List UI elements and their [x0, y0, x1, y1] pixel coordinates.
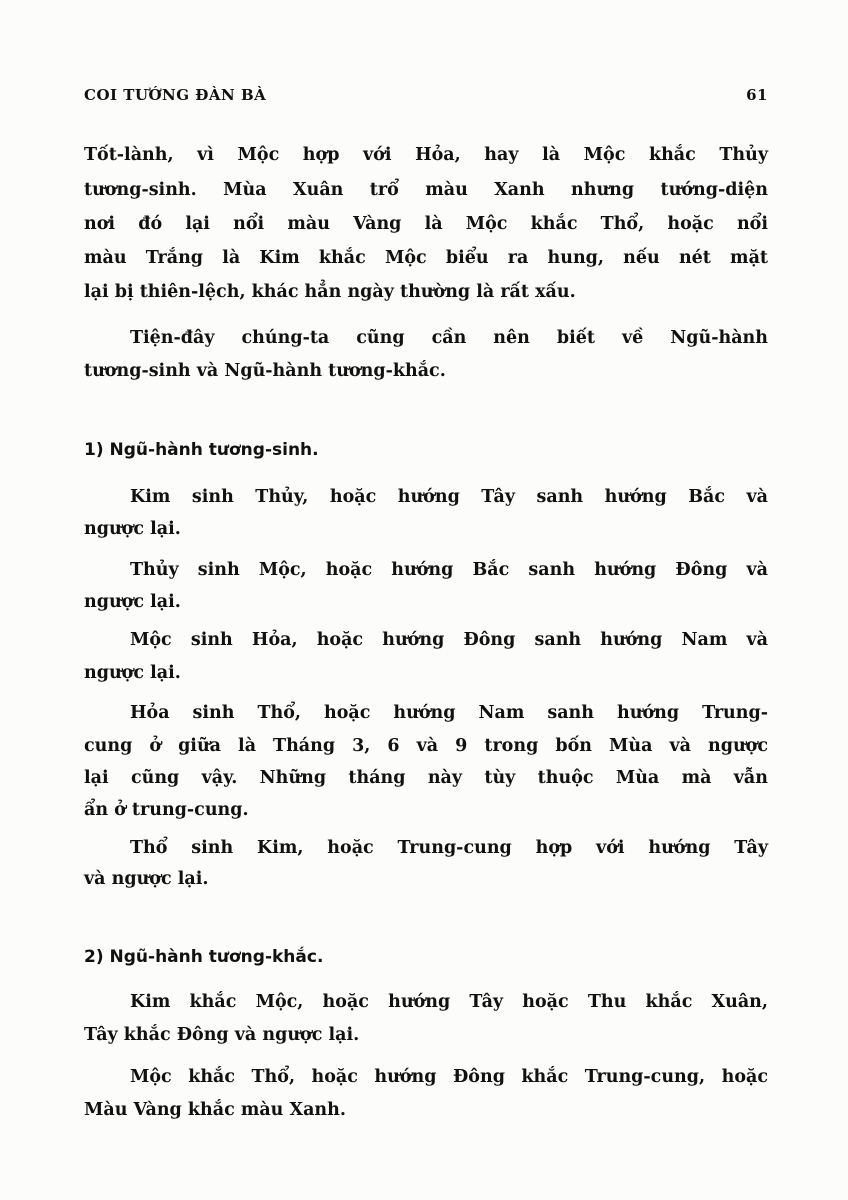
- text-line: nơi đó lại nổi màu Vàng là Mộc khắc Thổ, hoặc nổi: [84, 214, 768, 234]
- text-line: Màu Vàng khắc màu Xanh.: [84, 1100, 346, 1120]
- text-line: Tây khắc Đông và ngược lại.: [84, 1025, 360, 1045]
- text-line: Thổ sinh Kim, hoặc Trung-cung hợp với hướng Tây: [130, 838, 768, 858]
- text-line: lại bị thiên-lệch, khác hẳn ngày thường là rất xấu.: [84, 282, 576, 302]
- text-line: ngược lại.: [84, 663, 181, 683]
- text-line: và ngược lại.: [84, 869, 209, 889]
- text-line: tương-sinh. Mùa Xuân trổ màu Xanh nhưng tướng-diện: [84, 180, 768, 200]
- text-line: lại cũng vậy. Những tháng này tùy thuộc Mùa mà vẫn: [84, 768, 768, 788]
- section-heading: 2) Ngũ-hành tương-khắc.: [84, 947, 324, 967]
- text-line: ẩn ở trung-cung.: [84, 800, 249, 820]
- text-line: Tốt-lành, vì Mộc hợp với Hỏa, hay là Mộc khắc Thủy: [84, 145, 768, 165]
- text-line: Tiện-đây chúng-ta cũng cần nên biết về Ngũ-hành: [130, 328, 768, 348]
- text-line: Thủy sinh Mộc, hoặc hướng Bắc sanh hướng Đông và: [130, 560, 768, 580]
- text-line: tương-sinh và Ngũ-hành tương-khắc.: [84, 361, 446, 381]
- book-title: COI TƯỚNG ĐÀN BÀ: [84, 86, 267, 104]
- text-line: Hỏa sinh Thổ, hoặc hướng Nam sanh hướng Trung-: [130, 703, 768, 723]
- section-heading: 1) Ngũ-hành tương-sinh.: [84, 440, 319, 460]
- page-number: 61: [746, 86, 768, 104]
- text-line: Kim khắc Mộc, hoặc hướng Tây hoặc Thu khắc Xuân,: [130, 992, 768, 1012]
- text-line: màu Trắng là Kim khắc Mộc biểu ra hung, nếu nét mặt: [84, 248, 768, 268]
- text-line: ngược lại.: [84, 592, 181, 612]
- text-line: Mộc khắc Thổ, hoặc hướng Đông khắc Trung-cung, hoặc: [130, 1067, 768, 1087]
- text-line: ngược lại.: [84, 519, 181, 539]
- text-line: cung ở giữa là Tháng 3, 6 và 9 trong bốn Mùa và ngược: [84, 736, 768, 756]
- text-line: Mộc sinh Hỏa, hoặc hướng Đông sanh hướng Nam và: [130, 630, 768, 650]
- running-head: [84, 80, 768, 110]
- text-line: Kim sinh Thủy, hoặc hướng Tây sanh hướng Bắc và: [130, 487, 768, 507]
